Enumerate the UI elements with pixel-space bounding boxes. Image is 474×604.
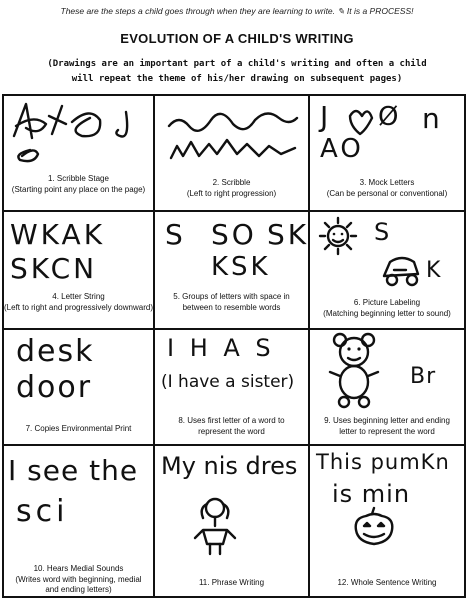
sample-text: S — [165, 218, 186, 251]
girl-drawing — [155, 446, 308, 596]
sample-text: AO — [320, 134, 364, 164]
grid-line — [464, 94, 466, 598]
writing-stages-grid — [2, 94, 466, 598]
page-subtitle: (Drawings are an important part of a child's writing and often a child will repeat the theme of his/her drawing on subsequent pages) — [47, 59, 427, 84]
stage-10-cell — [4, 446, 153, 596]
header-note: These are the steps a child goes through when they are learning to write. ✎ It is a PROCESS! — [60, 6, 414, 16]
sample-text: K — [426, 258, 444, 283]
sample-text: Br — [410, 364, 437, 389]
stage-9-cell — [310, 330, 464, 444]
sample-text: SK — [267, 218, 310, 251]
sample-text: Ø — [378, 102, 402, 132]
stage-caption: 6. Picture Labeling (Matching beginning letter to sound) — [323, 298, 451, 318]
sample-text: door — [16, 370, 93, 405]
stage-6-cell — [310, 212, 464, 328]
sample-text: is min — [332, 480, 411, 508]
stage-2-cell — [155, 96, 308, 210]
sample-text: n — [422, 102, 443, 135]
stage-caption: 2. Scribble (Left to right progression) — [186, 178, 277, 198]
pumpkin-drawing — [310, 446, 464, 596]
sample-text: SKCN — [10, 252, 98, 285]
sample-text: sci — [16, 494, 69, 529]
stage-caption: 1. Scribble Stage (Starting point any place on the page) — [11, 174, 146, 194]
sample-text: J — [320, 100, 332, 133]
stage-caption: 10. Hears Medial Sounds (Writes word with beginning, medial and ending letters) — [15, 564, 142, 594]
stage-11-cell — [155, 446, 308, 596]
grid-line — [2, 596, 466, 598]
stage-5-cell — [155, 212, 308, 328]
stage-caption: 7. Copies Environmental Print — [25, 424, 132, 433]
sample-text: S — [374, 218, 393, 246]
sample-text: (I have a sister) — [161, 372, 295, 392]
stage-12-cell — [310, 446, 464, 596]
stage-caption: 4. Letter String (Left to right and progressively downward) — [4, 292, 153, 312]
stage-1-cell — [4, 96, 153, 210]
stage-caption: 5. Groups of letters with space in between to resemble words — [173, 292, 290, 312]
sample-text: I see the — [8, 454, 139, 487]
stage-caption: 11. Phrase Writing — [198, 578, 265, 587]
stage-3-cell — [310, 96, 464, 210]
stage-caption: 9. Uses beginning letter and ending letter to represent the word — [324, 416, 450, 436]
stage-7-cell — [4, 330, 153, 444]
sample-text: My nis dres — [161, 452, 298, 480]
sample-text: WKAK — [10, 218, 106, 251]
stage-8-cell — [155, 330, 308, 444]
page-title: EVOLUTION OF A CHILD'S WRITING — [120, 31, 354, 46]
sample-text: SO — [211, 218, 257, 251]
sample-text: I H A S — [167, 334, 275, 362]
stage-4-cell — [4, 212, 153, 328]
stage-caption: 12. Whole Sentence Writing — [337, 578, 437, 587]
sample-text: desk — [16, 334, 95, 369]
sample-text: This pumKn — [316, 450, 450, 474]
sample-text: KSK — [211, 252, 271, 282]
stage-caption: 3. Mock Letters (Can be personal or conventional) — [326, 178, 448, 198]
stage-caption: 8. Uses first letter of a word to represent the word — [178, 416, 285, 436]
